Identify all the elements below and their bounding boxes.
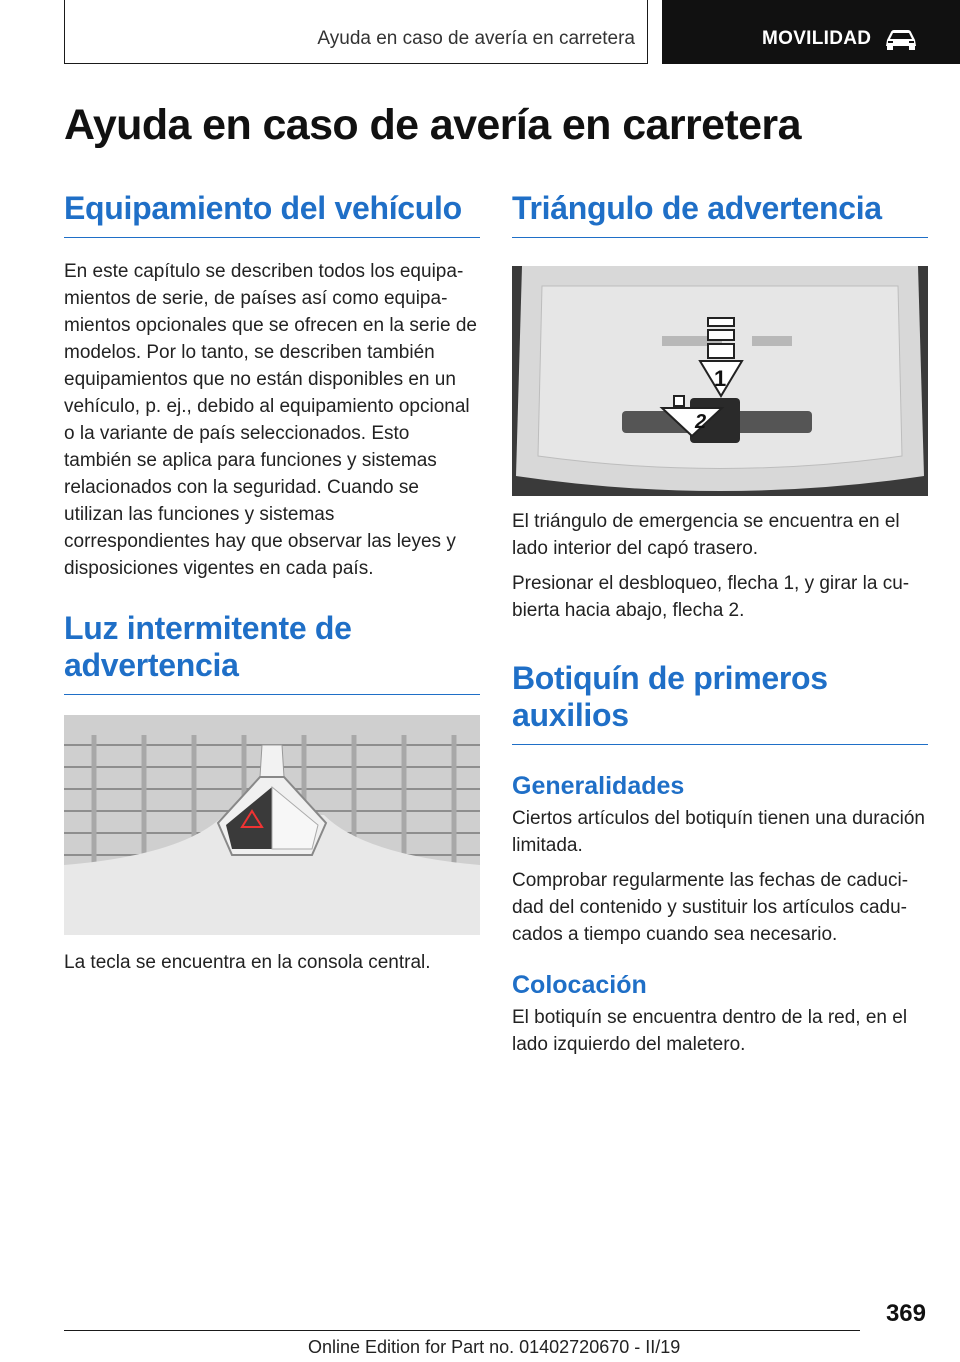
triangulo-text-2: Presionar el desbloqueo, flecha 1, y girar la cubierta hacia abajo, flecha 2. (512, 573, 910, 621)
car-icon (884, 28, 918, 50)
section-heading-triangulo: Triángulo de advertencia (512, 190, 928, 238)
page-title: Ayuda en caso de avería en carretera (64, 101, 801, 149)
hazard-button-photo (64, 715, 480, 935)
section-heading-botiquin: Botiquín de primeros auxilios (512, 660, 928, 745)
trunk-lid-photo (512, 266, 928, 496)
section-heading-equipamiento: Equipamiento del vehículo (64, 190, 480, 238)
generalidades-text-2: Comprobar regularmente las fechas de caducidad del contenido y sustituir los artículos caducados a tiempo cuando sea necesario. (512, 870, 909, 945)
luz-caption: La tecla se encuentra en la consola central. (64, 952, 431, 973)
arrow-2-label: 2 (695, 411, 707, 433)
header-running-title-box (64, 0, 648, 64)
page-number: 369 (885, 1300, 926, 1327)
equipamiento-text: En este capítulo se describen todos los equipamientos de serie, de países así como equipamientos opcionales que se ofrecen en la serie de modelos. Por lo tanto, se describen también equipamientos que no están disponibles en un vehículo, p. ej., debido al equipamiento opcional o la variante de país seleccionados. Esto también se aplica para funciones y sistemas relacionados con la seguridad. Cuando se utilizan las funciones y sistemas correspondientes hay que observar las leyes y disposiciones vigentes en cada país. (64, 261, 477, 579)
subheading-generalidades: Generalidades (512, 772, 685, 800)
header-running-title: Ayuda en caso de avería en carretera (317, 28, 635, 49)
header-section-tab (662, 0, 960, 64)
footer-edition: Online Edition for Part no. 01402720670 - II/19 (308, 1337, 681, 1357)
left-column (64, 190, 480, 976)
generalidades-text-1: Ciertos artículos del botiquín tienen una duración limitada. (512, 808, 925, 856)
subheading-colocacion: Colocación (512, 971, 647, 999)
header-tab-label: MOVILIDAD (762, 28, 872, 49)
colocacion-text: El botiquín se encuentra dentro de la red, en el lado izquierdo del maletero. (512, 1007, 908, 1055)
arrow-1-label: 1 (714, 366, 727, 391)
triangulo-text-1: El triángulo de emergencia se encuentra en el lado interior del capó trasero. (512, 511, 900, 559)
footer-divider (64, 1330, 860, 1331)
right-column (512, 190, 928, 1058)
section-heading-luz-intermitente: Luz intermitente de advertencia (64, 610, 480, 695)
